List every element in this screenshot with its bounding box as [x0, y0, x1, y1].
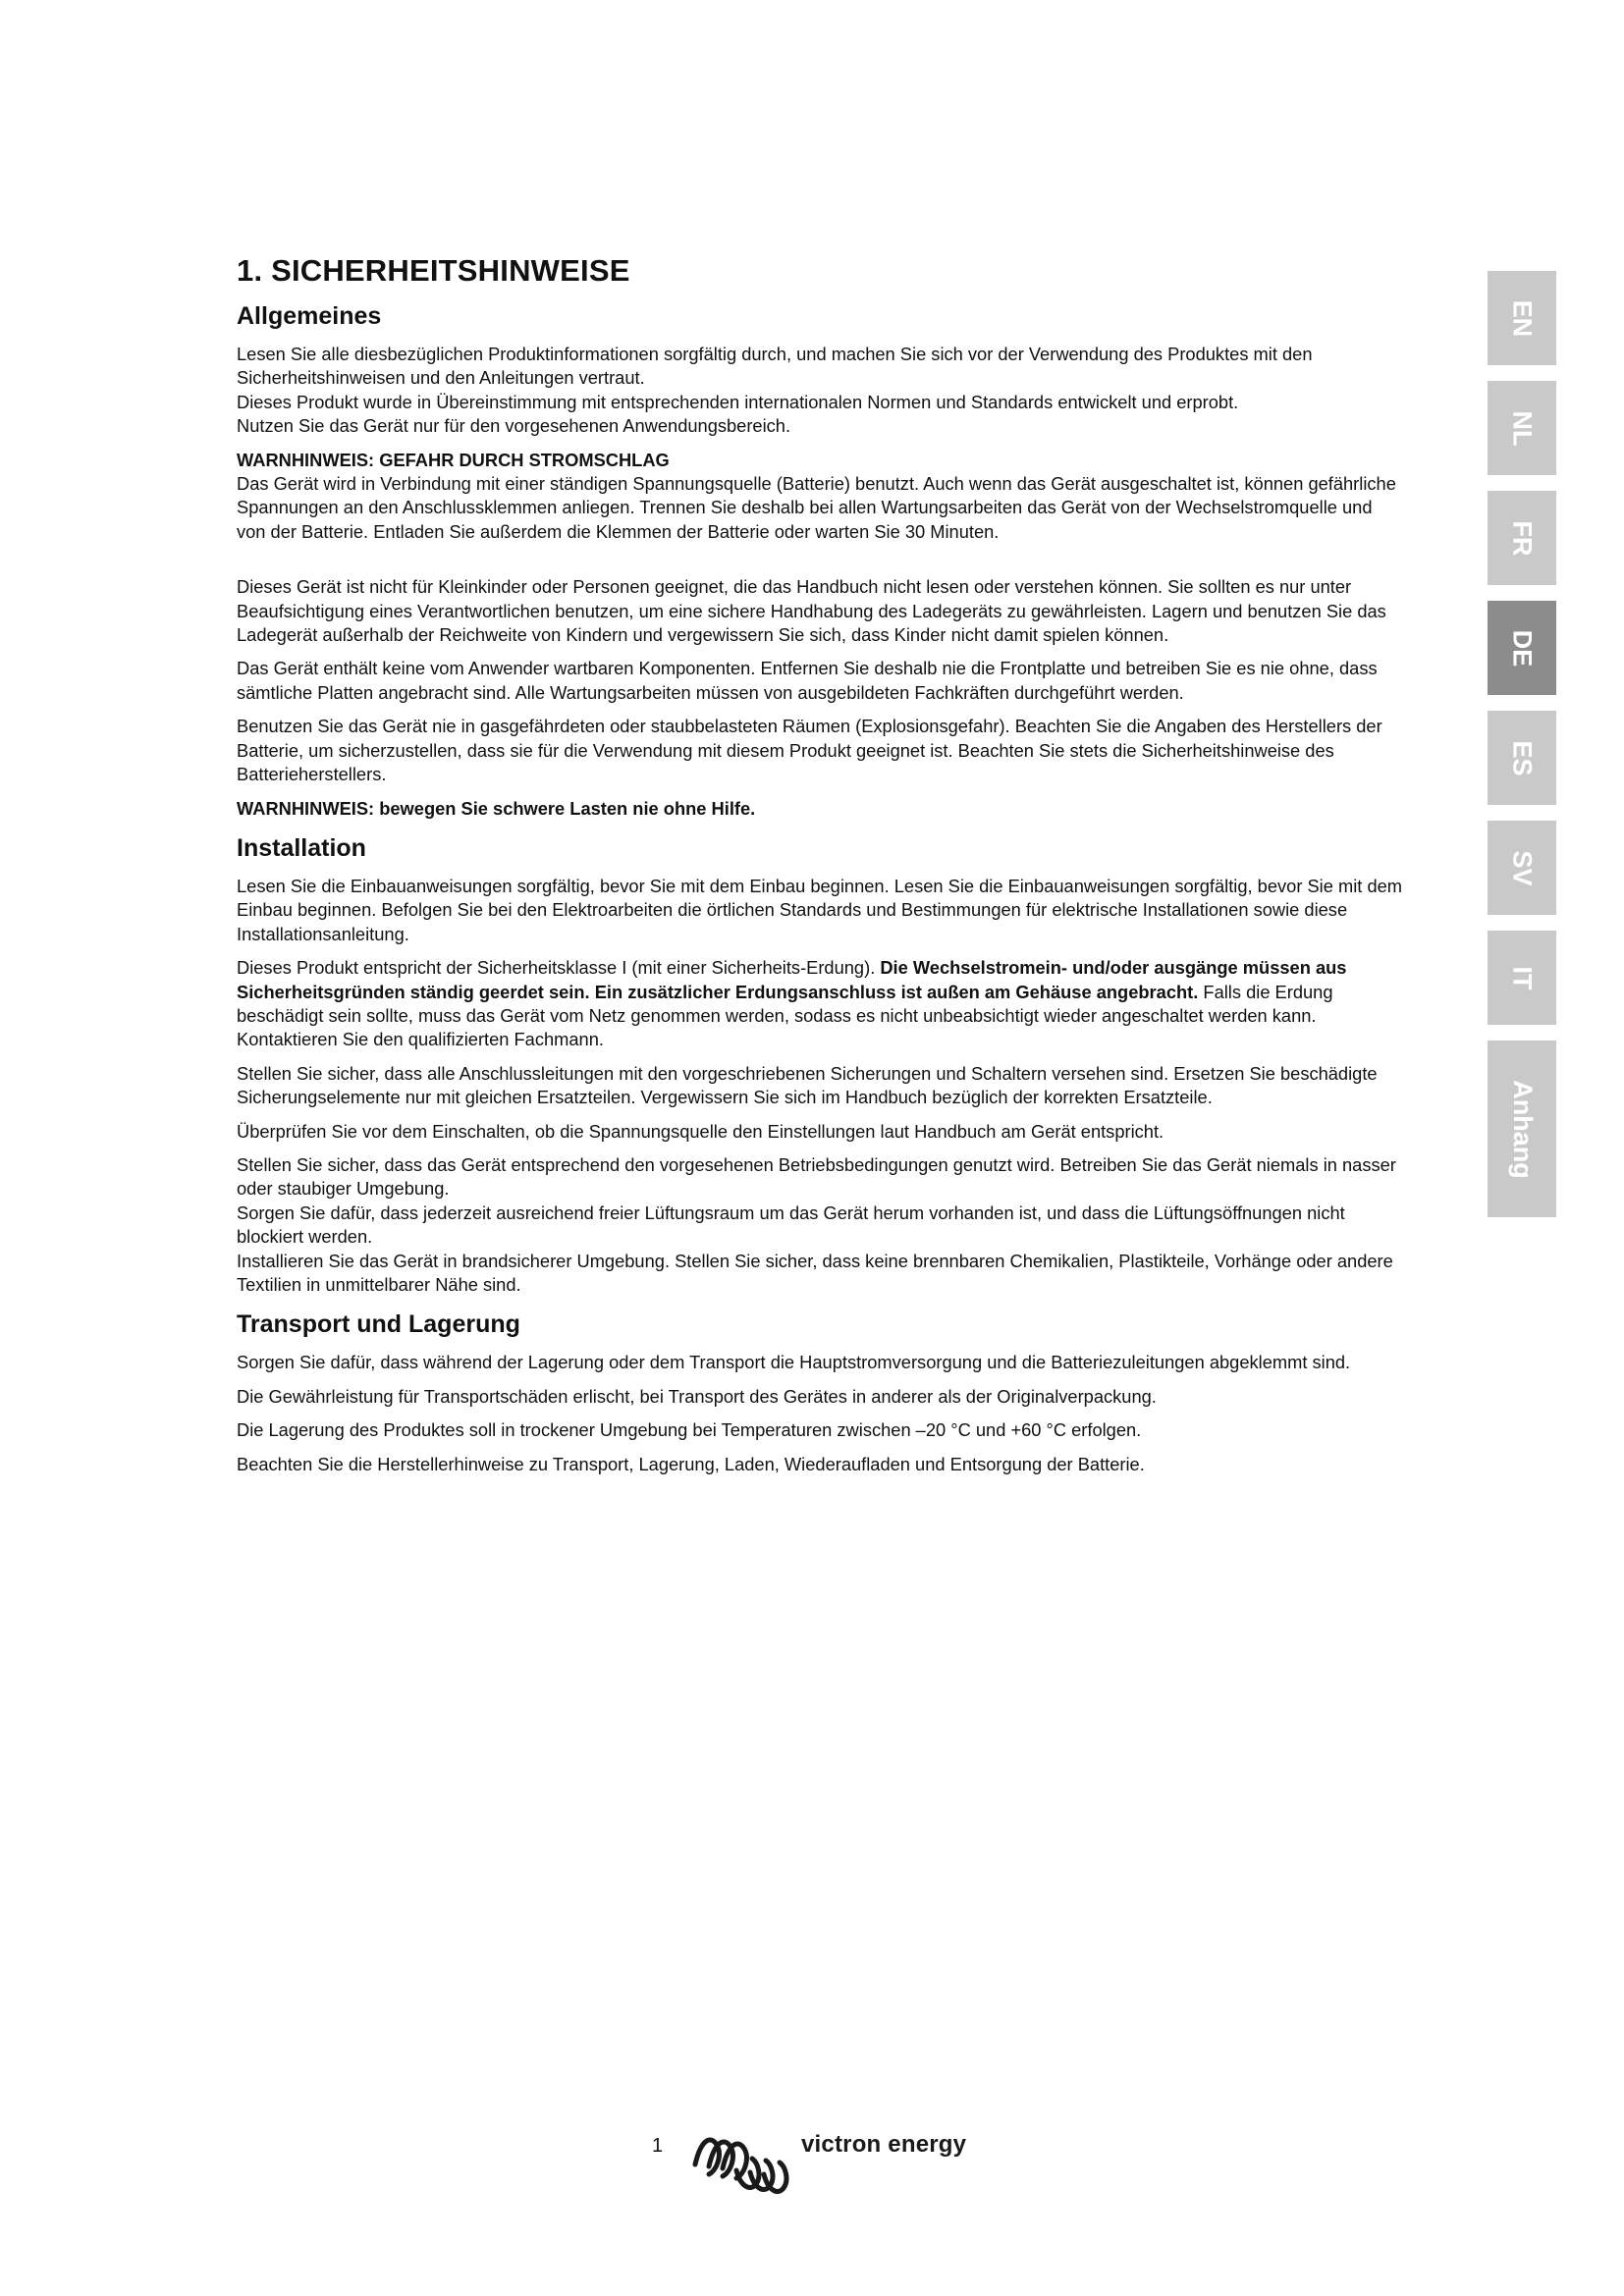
transport-paragraph-4: Beachten Sie die Herstellerhinweise zu Transport, Lagerung, Laden, Wiederaufladen und Entsorgung der Batterie.: [237, 1453, 1145, 1474]
page-number: 1: [652, 2135, 664, 2157]
page-footer: [648, 2125, 982, 2194]
brand-name: victron energy: [801, 2131, 967, 2158]
general-paragraph-1: Lesen Sie alle diesbezüglichen Produktinformationen sorgfältig durch, und machen Sie sich vor der Verwendung des Produktes mit den Sicherheitshinweisen und den Anleitungen vertraut. Dieses Produkt wurde in Übereinstimmung mit entsprechenden internationalen Normen und Standards entwickelt und erprobt. Nutzen Sie das Gerät nur für den vorgesehenen Anwendungsbereich.: [237, 344, 1313, 437]
document-body: [237, 253, 1405, 1486]
warning-text: Das Gerät wird in Verbindung mit einer ständigen Spannungsquelle (Batterie) benutzt. Auch wenn das Gerät ausgeschaltet ist, können gefährliche Spannungen an den Anschlussklemmen anliegen. Trennen Sie deshalb bei allen Wartungsarbeiten das Gerät von der Wechselstromquelle und von der Batterie. Entladen Sie außerdem die Klemmen der Batterie oder warten Sie 30 Minuten.: [237, 473, 1396, 542]
transport-paragraph-3: Die Lagerung des Produktes soll in trockener Umgebung bei Temperaturen zwischen –20 °C und +60 °C erfolgen.: [237, 1419, 1142, 1441]
installation-p2-text-a: Dieses Produkt entspricht der Sicherheitsklasse I (mit einer Sicherheits-Erdung).: [237, 957, 881, 979]
general-paragraph-3: Das Gerät enthält keine vom Anwender wartbaren Komponenten. Entfernen Sie deshalb nie die Frontplatte und betreiben Sie es nie ohne, dass sämtliche Platten angebracht sind. Alle Wartungsarbeiten müssen von ausgebildeten Fachkräften durchgeführt werden.: [237, 658, 1378, 703]
installation-paragraph-4: Überprüfen Sie vor dem Einschalten, ob die Spannungsquelle den Einstellungen laut Handbuch am Gerät entspricht.: [237, 1120, 1164, 1142]
transport-paragraph-2: Die Gewährleistung für Transportschäden erlischt, bei Transport des Gerätes in anderer als der Originalverpackung.: [237, 1385, 1157, 1407]
language-tab-en[interactable]: EN: [1488, 271, 1556, 365]
installation-p2-bold: Die Wechselstromein- und/oder ausgänge müssen aus Sicherheitsgründen ständig geerdet sein. Ein zusätzlicher Erdungsanschluss ist außen am Gehäuse angebracht.: [237, 957, 1347, 1002]
installation-p2-text-b: Falls die Erdung beschädigt sein sollte, muss das Gerät vom Netz genommen werden, sodass es nicht unbeabsichtigt wieder angeschaltet werden kann. Kontaktieren Sie den qualifizierten Fachmann.: [237, 981, 1333, 1050]
page-title: 1. SICHERHEITSHINWEISE: [237, 253, 630, 288]
installation-paragraph-1: Lesen Sie die Einbauanweisungen sorgfältig, bevor Sie mit dem Einbau beginnen. Lesen Sie die Einbauanweisungen sorgfältig, bevor Sie mit dem Einbau beginnen. Befolgen Sie bei den Elektroarbeiten die örtlichen Standards und Bestimmungen für elektrische Installationen sowie diese Installationsanleitung.: [237, 875, 1403, 944]
installation-paragraph-2: [237, 956, 1405, 1052]
language-tab-es[interactable]: ES: [1488, 711, 1556, 805]
warning-heavy-loads: WARNHINWEIS: bewegen Sie schwere Lasten nie ohne Hilfe.: [237, 797, 756, 819]
language-tab-anhang[interactable]: Anhang: [1488, 1041, 1556, 1217]
section-heading-installation: Installation: [237, 833, 366, 862]
language-tab-it[interactable]: IT: [1488, 931, 1556, 1025]
general-paragraph-4: Benutzen Sie das Gerät nie in gasgefährdeten oder staubbelasteten Räumen (Explosionsgefahr). Beachten Sie die Angaben des Herstellers der Batterie, um sicherzustellen, dass sie für die Verwendung mit diesem Produkt geeignet ist. Beachten Sie stets die Sicherheitshinweise des Batterieherstellers.: [237, 716, 1382, 785]
installation-paragraph-5: Stellen Sie sicher, dass das Gerät entsprechend den vorgesehenen Betriebsbedingungen genutzt wird. Betreiben Sie das Gerät niemals in nasser oder staubiger Umgebung. Sorgen Sie dafür, dass jederzeit ausreichend freier Lüftungsraum um das Gerät herum vorhanden ist, und dass die Lüftungsöffnungen nicht blockiert werden. Installieren Sie das Gerät in brandsicherer Umgebung. Stellen Sie sicher, dass keine brennbaren Chemikalien, Plastikteile, Vorhänge oder andere Textilien in unmittelbarer Nähe sind.: [237, 1153, 1396, 1295]
transport-paragraph-1: Sorgen Sie dafür, dass während der Lagerung oder dem Transport die Hauptstromversorgung und die Batteriezuleitungen abgeklemmt sind.: [237, 1352, 1351, 1373]
warning-electric-shock: [237, 449, 1405, 545]
general-paragraph-2: Dieses Gerät ist nicht für Kleinkinder oder Personen geeignet, die das Handbuch nicht lesen oder verstehen können. Sie sollten es nur unter Beaufsichtigung eines Verantwortlichen benutzen, um eine sichere Handhabung des Ladegeräts zu gewährleisten. Lagern und benutzen Sie das Ladegerät außerhalb der Reichweite von Kindern und vergewissern Sie sich, dass Kinder nicht damit spielen können.: [237, 576, 1386, 646]
language-tab-fr[interactable]: FR: [1488, 491, 1556, 585]
warning-title: WARNHINWEIS: GEFAHR DURCH STROMSCHLAG: [237, 449, 670, 470]
language-tab-nl[interactable]: NL: [1488, 381, 1556, 475]
installation-paragraph-3: Stellen Sie sicher, dass alle Anschlussleitungen mit den vorgeschriebenen Sicherungen und Schaltern versehen sind. Ersetzen Sie beschädigte Sicherungselemente nur mit gleichen Ersatzteilen. Vergewissern Sie sich im Handbuch bezüglich der korrekten Ersatzteile.: [237, 1062, 1378, 1108]
section-heading-general: Allgemeines: [237, 302, 382, 330]
victron-logo-icon: [687, 2125, 795, 2196]
language-tab-sv[interactable]: SV: [1488, 821, 1556, 915]
section-heading-transport: Transport und Lagerung: [237, 1310, 520, 1339]
language-tab-de[interactable]: DE: [1488, 601, 1556, 695]
